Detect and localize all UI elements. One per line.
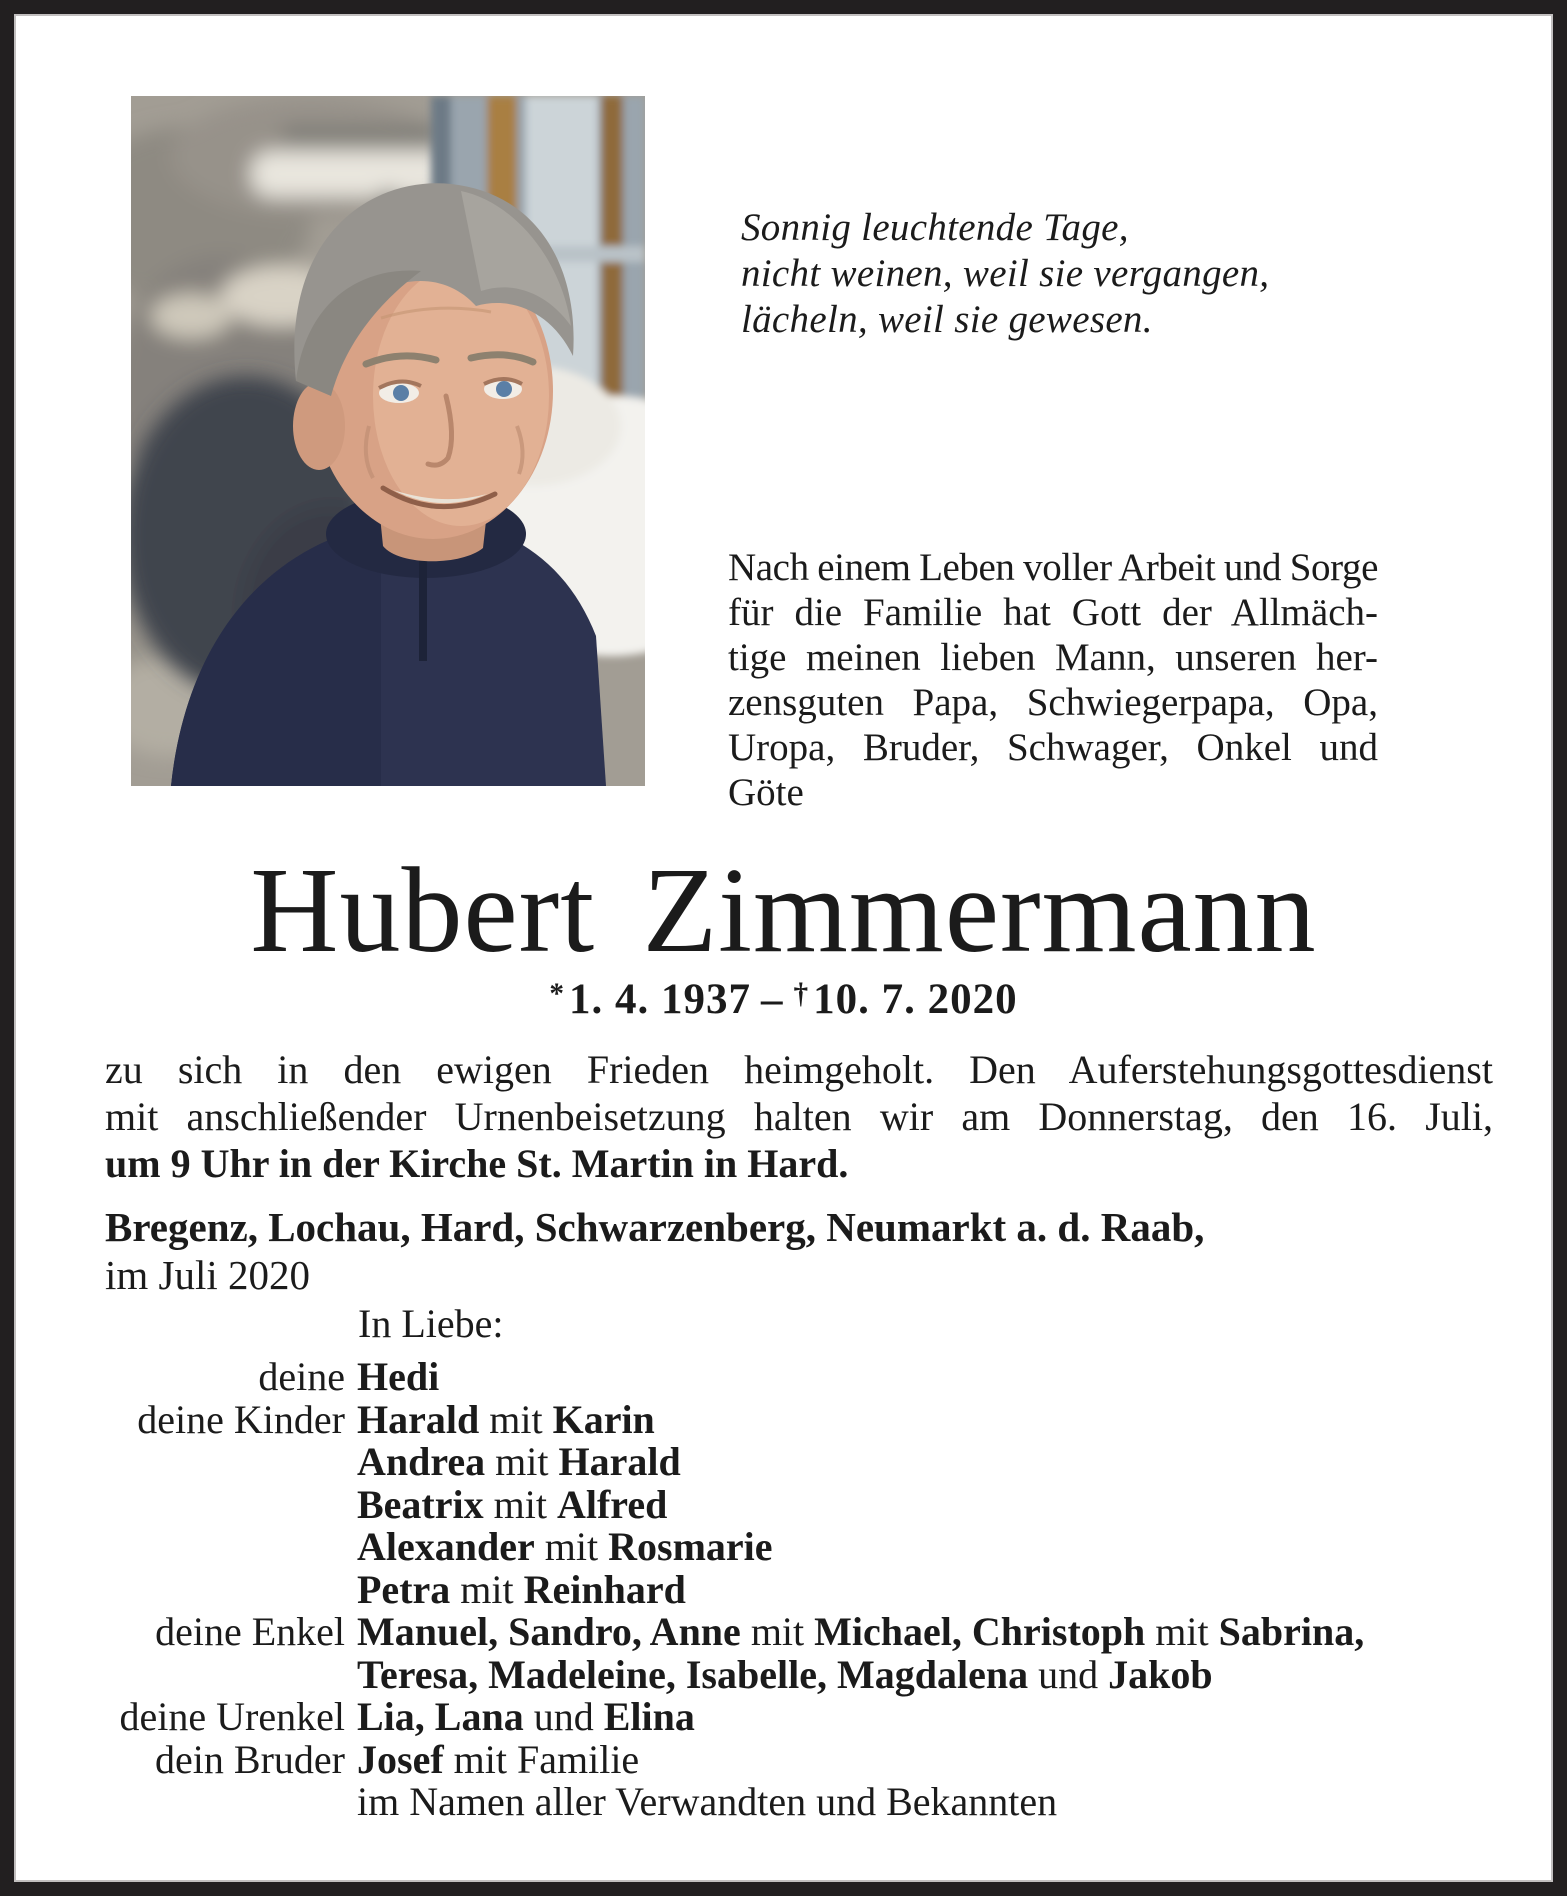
mourner-relation — [90, 1526, 345, 1569]
deceased-name: Hubert Zimmermann — [250, 843, 1317, 978]
verse-line: lächeln, weil sie gewesen. — [741, 298, 1153, 341]
mourner-row — [90, 1356, 1520, 1399]
mourner-names — [357, 1611, 1364, 1654]
mourner-name: Sabrina, — [1218, 1609, 1365, 1654]
intro-line: für die Familie hat Gott der Allmäch- — [728, 591, 1378, 634]
portrait-photo — [131, 96, 645, 786]
mourner-name: Lia, Lana — [357, 1694, 524, 1739]
birth-symbol: * — [549, 977, 565, 1010]
mourner-row — [90, 1526, 1520, 1569]
mourner-names — [357, 1441, 681, 1484]
death-symbol: † — [793, 977, 810, 1010]
mourner-name: Jakob — [1108, 1651, 1213, 1697]
mourner-row — [90, 1441, 1520, 1484]
mourner-relation: deine Urenkel — [119, 1694, 345, 1739]
mourner-connector: mit Familie — [443, 1736, 640, 1782]
mourner-names — [357, 1696, 695, 1739]
mourner-connector: und — [1028, 1651, 1109, 1697]
mourner-names — [357, 1566, 686, 1612]
mourner-relation: dein Bruder — [155, 1736, 345, 1782]
death-date: 10. 7. 2020 — [813, 976, 1018, 1023]
mourner-row — [90, 1736, 1520, 1782]
mourner-relation: deine Enkel — [155, 1609, 345, 1654]
mourner-connector: mit — [740, 1609, 815, 1654]
mourner-names — [357, 1356, 439, 1399]
life-dates — [0, 975, 1567, 1024]
mourner-name: Beatrix — [357, 1481, 484, 1527]
intro-paragraph — [728, 545, 1378, 815]
mourner-relation: deine Kinder — [137, 1396, 345, 1442]
mourner-name: Michael, Christoph — [814, 1609, 1146, 1654]
mourner-row — [90, 1396, 1520, 1442]
in-love-heading: In Liebe: — [358, 1301, 504, 1346]
verse-line: nicht weinen, weil sie vergangen, — [741, 252, 1270, 295]
mourner-name: Karin — [552, 1396, 655, 1442]
locations-line: Bregenz, Lochau, Hard, Schwarzenberg, Neumarkt a. d. Raab, — [105, 1204, 1205, 1250]
mourner-names — [357, 1526, 773, 1569]
mourner-connector: und — [523, 1694, 604, 1739]
mourner-names — [357, 1651, 1213, 1697]
mourner-row — [90, 1651, 1520, 1697]
mourner-name: Harald — [558, 1439, 681, 1484]
intro-line: Göte — [728, 771, 804, 814]
mourner-relation — [90, 1781, 345, 1824]
mourner-row — [90, 1566, 1520, 1612]
announcement-line: mit anschließender Urnenbeisetzung halten wir am Donnerstag, den 16. Juli, — [105, 1094, 1493, 1139]
verse-line: Sonnig leuchtende Tage, — [741, 206, 1129, 249]
memorial-verse — [741, 205, 1269, 343]
portrait-illustration — [131, 96, 645, 786]
mourner-names — [357, 1781, 1057, 1824]
mourner-connector: im Namen aller Verwandten und Bekannten — [357, 1779, 1058, 1824]
mourner-relation — [90, 1484, 345, 1527]
mourner-names — [357, 1736, 640, 1782]
mourner-relation: deine — [258, 1354, 345, 1399]
mourner-connector: mit — [485, 1439, 559, 1484]
mourner-name: Alfred — [556, 1481, 668, 1527]
mourner-name: Harald — [357, 1396, 480, 1442]
mourner-relation — [90, 1569, 345, 1612]
announcement-line: um 9 Uhr in der Kirche St. Martin in Hard. — [105, 1141, 849, 1186]
mourner-name: Reinhard — [523, 1566, 686, 1612]
mourners-list — [90, 1356, 1520, 1824]
mourner-name: Teresa, Madeleine, Isabelle, Magdalena — [357, 1651, 1029, 1697]
funeral-announcement — [105, 1046, 1493, 1187]
mourner-row — [90, 1696, 1520, 1739]
mourner-names — [357, 1396, 655, 1442]
mourner-connector: mit — [1145, 1609, 1219, 1654]
mourner-connector: mit — [479, 1396, 553, 1442]
announcement-line: zu sich in den ewigen Frieden heimgeholt. Den Auferstehungsgottesdienst — [105, 1047, 1493, 1092]
mourner-name: Alexander — [357, 1524, 535, 1569]
mourner-name: Elina — [603, 1694, 695, 1739]
birth-date: 1. 4. 1937 — [569, 976, 751, 1023]
mourner-connector: mit — [534, 1524, 609, 1569]
mourner-row — [90, 1611, 1520, 1654]
mourner-name: Petra — [357, 1566, 451, 1612]
mourner-relation — [90, 1654, 345, 1697]
mourner-relation — [90, 1441, 345, 1484]
intro-line: Uropa, Bruder, Schwager, Onkel und — [728, 726, 1378, 769]
mourner-row — [90, 1481, 1520, 1527]
mourner-row — [90, 1781, 1520, 1824]
mourner-connector: mit — [450, 1566, 524, 1612]
intro-line: tige meinen lieben Mann, unseren her- — [728, 636, 1378, 679]
mourner-names — [357, 1481, 668, 1527]
locations-block — [105, 1203, 1204, 1299]
mourner-name: Hedi — [357, 1354, 440, 1399]
mourner-name: Manuel, Sandro, Anne — [357, 1609, 741, 1654]
mourner-name: Rosmarie — [608, 1524, 773, 1569]
dates-separator: – — [761, 976, 784, 1023]
mourner-name: Josef — [357, 1736, 444, 1782]
mourner-name: Andrea — [357, 1439, 486, 1484]
intro-line: Nach einem Leben voller Arbeit und Sorge — [728, 546, 1378, 589]
intro-line: zensguten Papa, Schwiegerpapa, Opa, — [728, 681, 1378, 724]
mourner-connector: mit — [483, 1481, 557, 1527]
locations-date: im Juli 2020 — [105, 1252, 311, 1298]
